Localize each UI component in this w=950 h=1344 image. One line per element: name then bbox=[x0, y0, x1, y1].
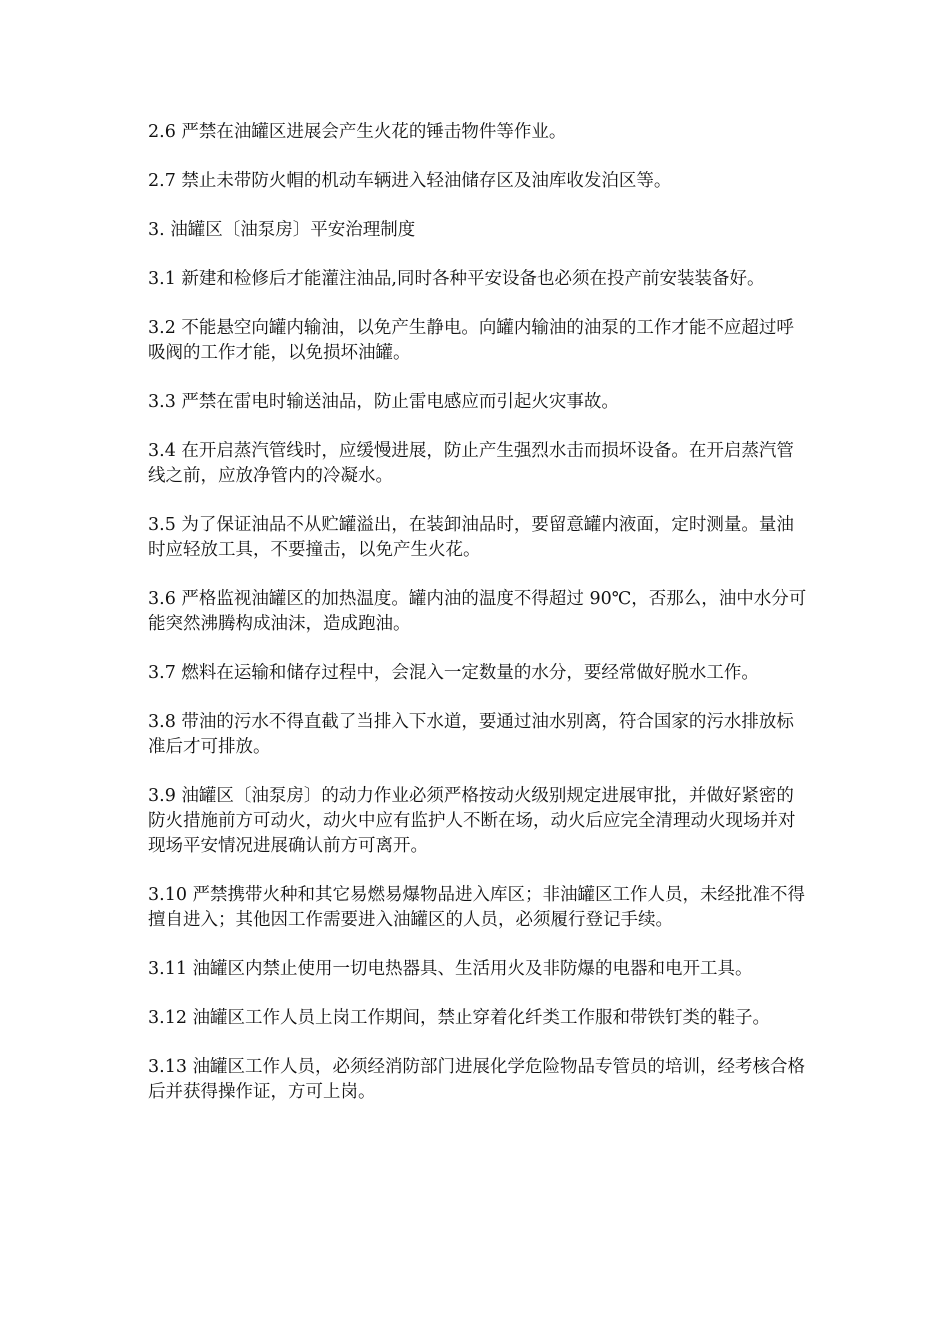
paragraph-2-7: 2.7 禁止未带防火帽的机动车辆进入轻油储存区及油库收发泊区等。 bbox=[148, 171, 672, 191]
document-page bbox=[148, 120, 808, 1129]
paragraph-3-5: 3.5 为了保证油品不从贮罐溢出，在装卸油品时，要留意罐内液面，定时测量。量油时应轻放工具，不要撞击，以免产生火花。 bbox=[148, 515, 794, 560]
paragraph-3-12: 3.12 油罐区工作人员上岗工作期间，禁止穿着化纤类工作服和带铁钉类的鞋子。 bbox=[148, 1008, 771, 1028]
paragraph-3-9: 3.9 油罐区〔油泵房〕的动力作业必须严格按动火级别规定进展审批，并做好紧密的防火措施前方可动火，动火中应有监护人不断在场，动火后应完全清理动火现场并对现场平安情况进展确认前方可离开。 bbox=[148, 786, 796, 856]
paragraph-3-4: 3.4 在开启蒸汽管线时，应缓慢进展，防止产生强烈水击而损坏设备。在开启蒸汽管线之前，应放净管内的冷凝水。 bbox=[148, 441, 794, 486]
paragraph-3-2: 3.2 不能悬空向罐内输油，以免产生静电。向罐内输油的油泵的工作才能不应超过呼吸阀的工作才能，以免损坏油罐。 bbox=[148, 318, 794, 363]
paragraph-3-8: 3.8 带油的污水不得直截了当排入下水道，要通过油水别离，符合国家的污水排放标准后才可排放。 bbox=[148, 712, 794, 757]
paragraph-3-1: 3.1 新建和检修后才能灌注油品,同时各种平安设备也必须在投产前安装装备好。 bbox=[148, 269, 765, 289]
paragraph-3-11: 3.11 油罐区内禁止使用一切电热器具、生活用火及非防爆的电器和电开工具。 bbox=[148, 959, 753, 979]
paragraph-3-7: 3.7 燃料在运输和储存过程中，会混入一定数量的水分，要经常做好脱水工作。 bbox=[148, 663, 759, 683]
paragraph-3-3: 3.3 严禁在雷电时输送油品，防止雷电感应而引起火灾事故。 bbox=[148, 392, 619, 412]
paragraph-3-13: 3.13 油罐区工作人员，必须经消防部门进展化学危险物品专管员的培训，经考核合格后并获得操作证，方可上岗。 bbox=[148, 1057, 806, 1102]
paragraph-3-6: 3.6 严格监视油罐区的加热温度。罐内油的温度不得超过 90℃，否那么，油中水分可能突然沸腾构成油沫，造成跑油。 bbox=[148, 589, 807, 634]
paragraph-3-10: 3.10 严禁携带火种和其它易燃易爆物品进入库区；非油罐区工作人员，未经批准不得擅自进入；其他因工作需要进入油罐区的人员，必须履行登记手续。 bbox=[148, 885, 806, 930]
section-heading-3: 3. 油罐区〔油泵房〕平安治理制度 bbox=[148, 220, 416, 240]
paragraph-2-6: 2.6 严禁在油罐区进展会产生火花的锤击物件等作业。 bbox=[148, 122, 567, 142]
